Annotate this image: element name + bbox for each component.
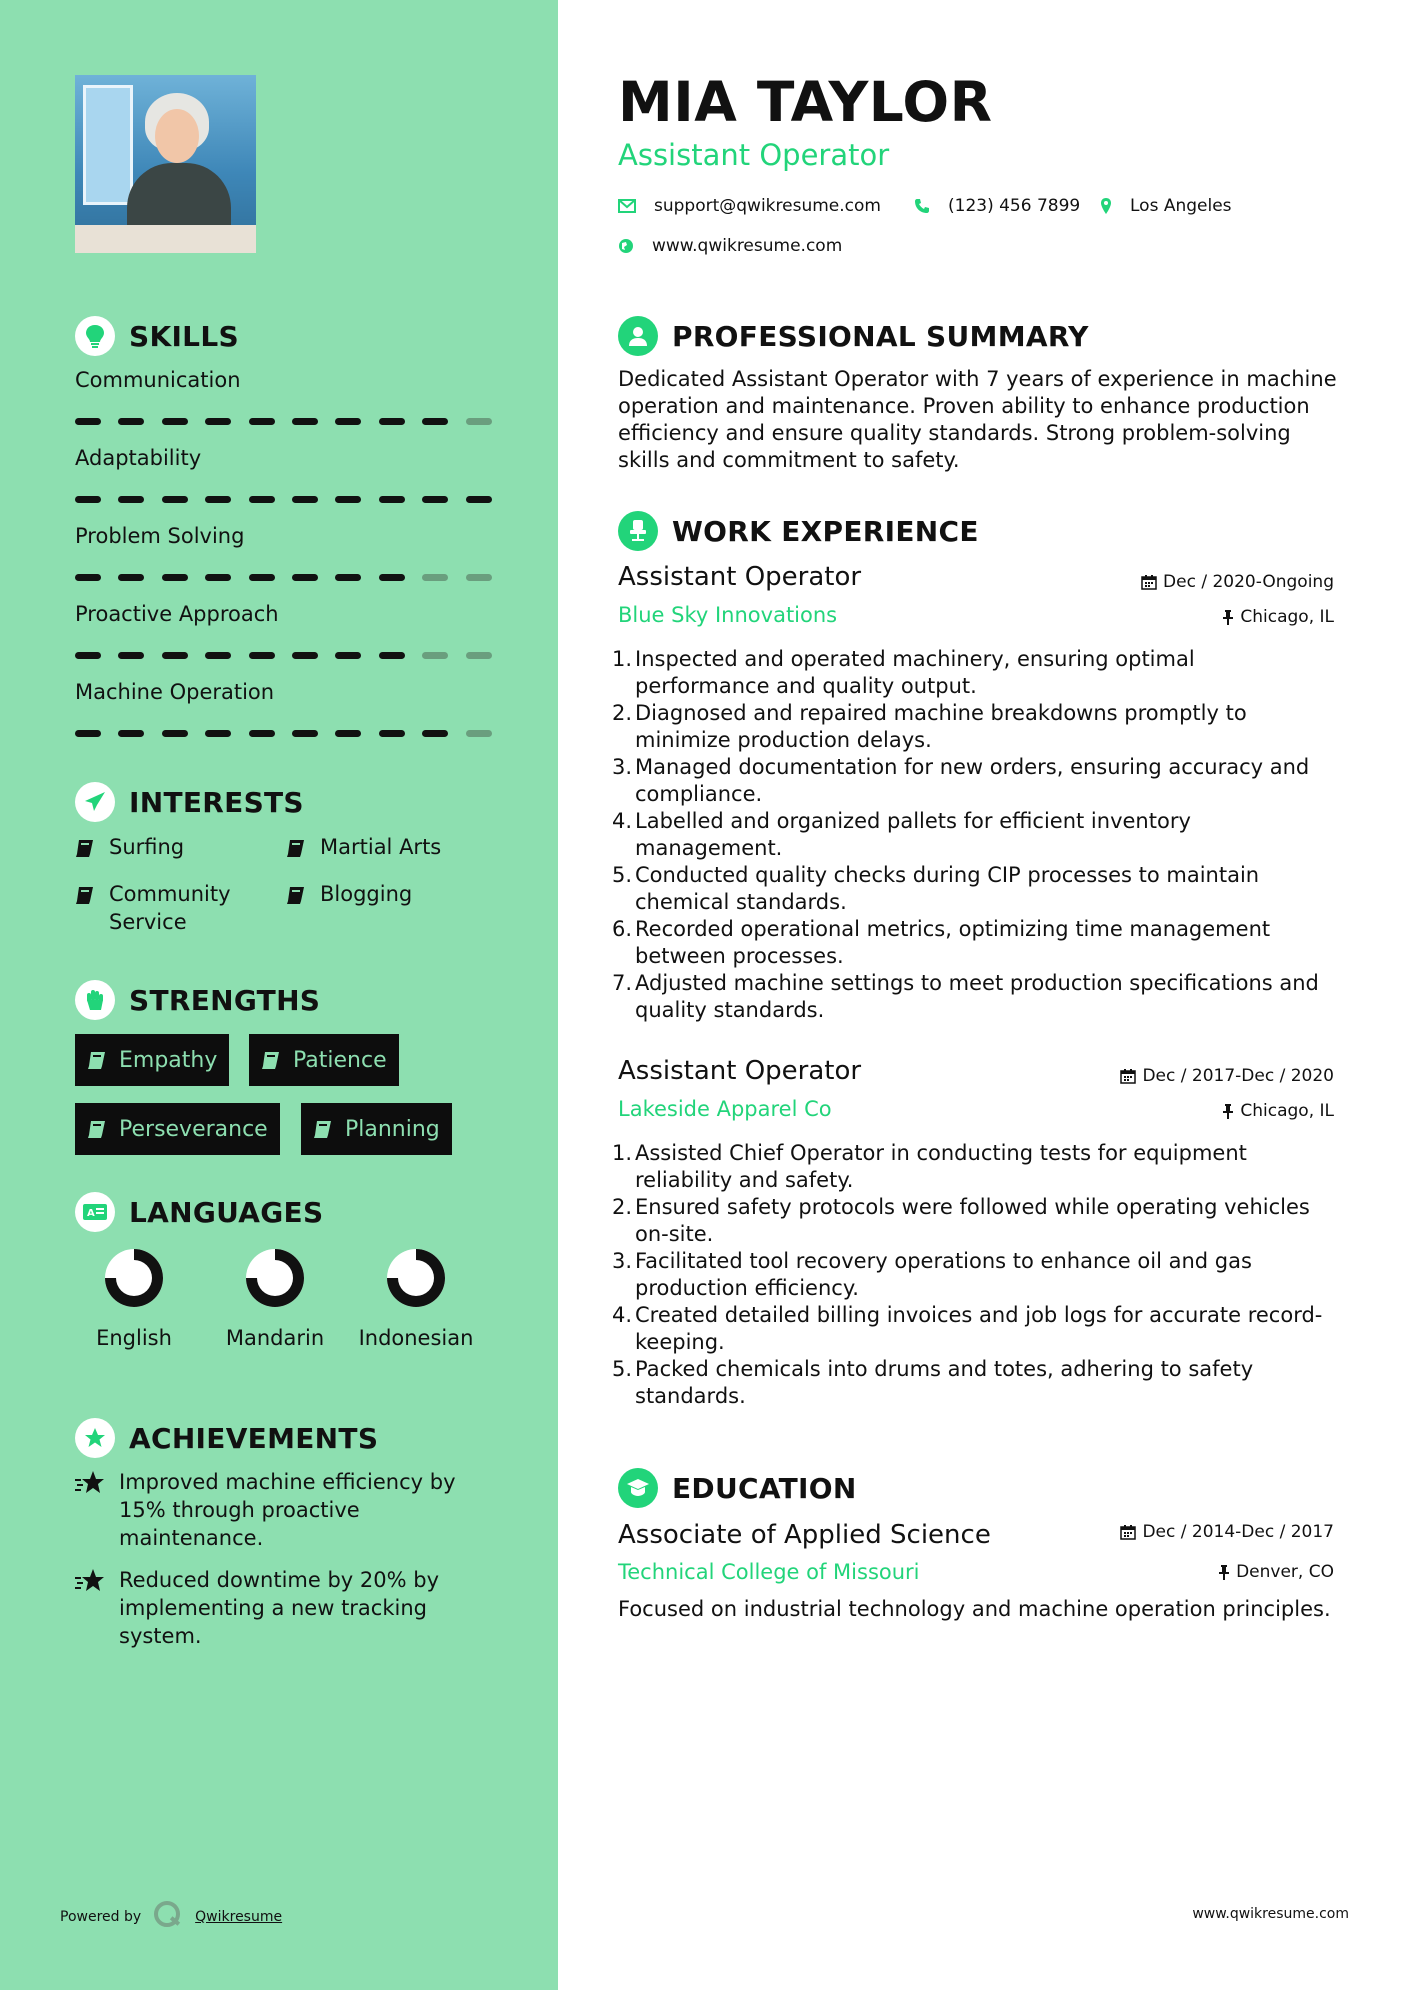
language-ring-hole [398, 1260, 434, 1296]
lightbulb-icon [75, 316, 115, 356]
summary-text: Dedicated Assistant Operator with 7 years of experience in machine operation and maintenance. Proven ability to enhance production efficiency and ensure quality standards. Strong problem-solving skills and commitment to safety. [618, 367, 1337, 472]
duty-item: 1. Assisted Chief Operator in conducting tests for equipment reliability and safety. [612, 1141, 1247, 1192]
skill-label: Communication [75, 368, 241, 392]
interest-item: Blogging [286, 880, 506, 912]
skill-dash [118, 652, 144, 659]
skill-dash [466, 730, 492, 737]
language-level-ring [386, 1248, 446, 1308]
skill-dash [335, 730, 361, 737]
duty-item: 5. Conducted quality checks during CIP processes to maintain chemical standards. [612, 863, 1260, 914]
skill-dash [162, 730, 188, 737]
interests-title: INTERESTS [129, 785, 304, 819]
language-ring-hole [257, 1260, 293, 1296]
language-level-ring [245, 1248, 305, 1308]
pushpin-icon [1222, 1103, 1234, 1119]
skill-dash [379, 496, 405, 503]
skill-dash [249, 418, 275, 425]
skill-dash [249, 730, 275, 737]
skill-dash [466, 652, 492, 659]
skill-dash [466, 418, 492, 425]
education-heading [618, 1468, 857, 1508]
duty-item: 3. Managed documentation for new orders, ensuring accuracy and compliance. [612, 755, 1310, 806]
skill-dash [466, 574, 492, 581]
book-icon [75, 880, 97, 936]
education-description: Focused on industrial technology and machine operation principles. [618, 1597, 1331, 1621]
job-title: Assistant Operator [618, 562, 862, 592]
education-location: Denver, CO [1218, 1562, 1334, 1582]
skill-dash [162, 496, 188, 503]
calendar-icon [1141, 574, 1157, 590]
duty-item: 1. Inspected and operated machinery, ensuring optimal performance and quality output. [612, 647, 1195, 698]
language-item: Indonesian [357, 1248, 475, 1352]
summary-title: PROFESSIONAL SUMMARY [672, 319, 1089, 353]
star-badge-icon [75, 1418, 115, 1458]
svg-text:A: A [87, 1208, 95, 1219]
email-contact: support@qwikresume.com [618, 196, 881, 216]
achievement-item: Reduced downtime by 20% by implementing a new tracking system. [75, 1566, 505, 1650]
skill-dash [75, 730, 101, 737]
skill-dash [205, 496, 231, 503]
skill-label: Adaptability [75, 446, 202, 470]
skills-title: SKILLS [129, 319, 239, 353]
strength-tag: Empathy [75, 1034, 229, 1086]
skill-bar [75, 574, 505, 581]
skill-dash [335, 418, 361, 425]
qwikresume-link[interactable]: Qwikresume [195, 1909, 283, 1925]
achievement-item: Improved machine efficiency by 15% through proactive maintenance. [75, 1468, 505, 1552]
strengths-title: STRENGTHS [129, 983, 321, 1017]
book-icon [261, 1050, 281, 1070]
skill-dash [292, 496, 318, 503]
website-contact: www.qwikresume.com [618, 236, 842, 256]
skill-dash [249, 652, 275, 659]
paper-plane-icon [75, 782, 115, 822]
languages-title: LANGUAGES [129, 1195, 324, 1229]
skill-dash [205, 574, 231, 581]
skill-dash [118, 418, 144, 425]
skill-dash [118, 730, 144, 737]
location-contact: Los Angeles [1100, 196, 1232, 216]
duty-item: 5. Packed chemicals into drums and totes, adhering to safety standards. [612, 1357, 1254, 1408]
languages-heading [75, 1192, 323, 1232]
pushpin-icon [1218, 1564, 1230, 1580]
skill-bar [75, 496, 505, 503]
duty-item: 7. Adjusted machine settings to meet production specifications and quality standards. [612, 971, 1319, 1022]
skill-bar [75, 730, 505, 737]
job-location: Chicago, IL [1222, 1101, 1334, 1121]
book-icon [313, 1119, 333, 1139]
book-icon [75, 833, 97, 865]
job-duties [612, 1140, 1332, 1410]
skill-dash [422, 652, 448, 659]
skill-dash [379, 730, 405, 737]
interest-item: Surfing [75, 833, 275, 865]
map-pin-icon [1100, 197, 1112, 215]
skill-dash [422, 418, 448, 425]
education-dates: Dec / 2014-Dec / 2017 [1120, 1522, 1334, 1542]
book-icon [286, 833, 308, 865]
skill-label: Problem Solving [75, 524, 245, 548]
user-icon [618, 316, 658, 356]
office-chair-icon [618, 511, 658, 551]
calendar-icon [1120, 1524, 1136, 1540]
duty-item: 4. Created detailed billing invoices and job logs for accurate record-keeping. [612, 1303, 1323, 1354]
powered-by: Powered by Qwikresume [60, 1900, 282, 1934]
skill-bar [75, 418, 505, 425]
interest-item: Martial Arts [286, 833, 506, 865]
skill-dash [335, 496, 361, 503]
duty-item: 2. Diagnosed and repaired machine breakdowns promptly to minimize production delays. [612, 701, 1247, 752]
job-title: Assistant Operator [618, 1056, 862, 1086]
star-icon [75, 1566, 105, 1650]
summary-heading [618, 316, 1089, 356]
sidebar [0, 0, 558, 1990]
duty-item: 4. Labelled and organized pallets for efficient inventory management. [612, 809, 1191, 860]
skill-dash [292, 418, 318, 425]
skill-label: Proactive Approach [75, 602, 279, 626]
skill-label: Machine Operation [75, 680, 275, 704]
interests-heading [75, 782, 304, 822]
skill-dash [422, 574, 448, 581]
envelope-icon [618, 199, 636, 213]
skill-bar [75, 652, 505, 659]
skill-dash [249, 574, 275, 581]
duty-item: 2. Ensured safety protocols were followed while operating vehicles on-site. [612, 1195, 1310, 1246]
fist-icon [75, 980, 115, 1020]
education-school: Technical College of Missouri [618, 1560, 920, 1584]
skill-dash [422, 730, 448, 737]
strength-tag: Perseverance [75, 1103, 280, 1155]
phone-contact: (123) 456 7899 [914, 196, 1080, 216]
experience-title: WORK EXPERIENCE [672, 514, 979, 548]
skill-dash [118, 574, 144, 581]
skill-dash [335, 652, 361, 659]
book-icon [87, 1119, 107, 1139]
book-icon [286, 880, 308, 912]
strengths-heading [75, 980, 320, 1020]
skill-dash [118, 496, 144, 503]
achievements-title: ACHIEVEMENTS [129, 1421, 379, 1455]
education-title: EDUCATION [672, 1471, 857, 1505]
skill-dash [292, 574, 318, 581]
skill-dash [292, 730, 318, 737]
skill-dash [335, 574, 361, 581]
star-icon [75, 1468, 105, 1552]
skill-dash [205, 418, 231, 425]
candidate-name: MIA TAYLOR [618, 70, 993, 134]
language-level-ring [104, 1248, 164, 1308]
education-degree: Associate of Applied Science [618, 1520, 991, 1550]
graduation-icon [618, 1468, 658, 1508]
job-location: Chicago, IL [1222, 607, 1334, 627]
achievements-heading [75, 1418, 378, 1458]
job-dates: Dec / 2017-Dec / 2020 [1120, 1066, 1334, 1086]
skill-dash [379, 574, 405, 581]
skill-dash [379, 652, 405, 659]
skill-dash [249, 496, 275, 503]
job-company: Blue Sky Innovations [618, 603, 838, 627]
strength-tag: Patience [249, 1034, 399, 1086]
skill-dash [422, 496, 448, 503]
qwikresume-logo-icon [153, 1900, 183, 1934]
job-duties [612, 646, 1332, 1024]
strength-tag: Planning [301, 1103, 452, 1155]
book-icon [87, 1050, 107, 1070]
duty-item: 6. Recorded operational metrics, optimizing time management between processes. [612, 917, 1271, 968]
skill-dash [75, 496, 101, 503]
skills-heading [75, 316, 239, 356]
phone-icon [914, 198, 930, 214]
skill-dash [162, 652, 188, 659]
experience-heading [618, 511, 979, 551]
duty-item: 3. Facilitated tool recovery operations to enhance oil and gas production efficiency. [612, 1249, 1252, 1300]
skill-dash [205, 730, 231, 737]
skill-dash [75, 574, 101, 581]
pushpin-icon [1222, 609, 1234, 625]
language-item: English [75, 1248, 193, 1352]
job-company: Lakeside Apparel Co [618, 1097, 832, 1121]
profile-photo [75, 75, 256, 253]
job-dates: Dec / 2020-Ongoing [1141, 572, 1334, 592]
skill-dash [292, 652, 318, 659]
skill-dash [205, 652, 231, 659]
interest-item: Community Service [75, 880, 275, 936]
footer-url[interactable]: www.qwikresume.com [1192, 1906, 1349, 1922]
skill-dash [379, 418, 405, 425]
translate-icon [75, 1192, 115, 1232]
globe-icon [618, 238, 634, 254]
skill-dash [466, 496, 492, 503]
language-ring-hole [116, 1260, 152, 1296]
language-item: Mandarin [216, 1248, 334, 1352]
calendar-icon [1120, 1068, 1136, 1084]
candidate-role: Assistant Operator [618, 138, 890, 172]
skill-dash [75, 418, 101, 425]
skill-dash [162, 418, 188, 425]
skill-dash [162, 574, 188, 581]
skill-dash [75, 652, 101, 659]
